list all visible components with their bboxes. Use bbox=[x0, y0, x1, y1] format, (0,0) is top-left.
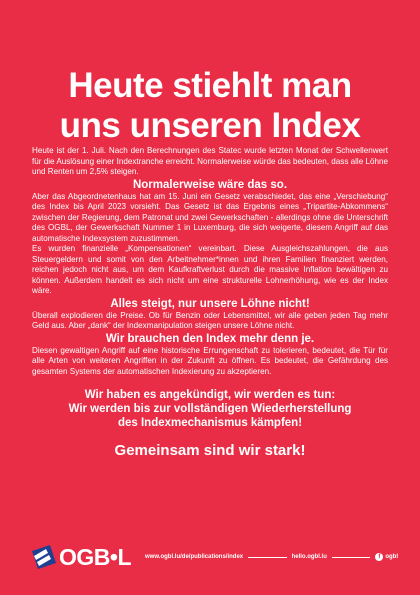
section-1-title: Normalerweise wäre das so. bbox=[132, 178, 288, 191]
closing-statement bbox=[32, 388, 388, 430]
intro-paragraph: Heute ist der 1. Juli. Nach den Berechnungen des Statec wurde letzten Monat der Schwellenwert für die Auslösung einer Indextranche erreicht. Normalerweise würde das bedeuten, dass alle Löhne und Renten um 2,5% steigen. bbox=[32, 146, 388, 176]
closing-line-1: Wir haben es angekündigt, wir werden es tun: bbox=[84, 389, 336, 401]
facebook-link[interactable] bbox=[375, 553, 398, 561]
section-2-title: Alles steigt, nur unsere Löhne nicht! bbox=[110, 297, 310, 310]
closing-line-3: des Indexmechanismus kämpfen! bbox=[117, 417, 303, 429]
section-3-paragraph: Diesen gewaltigen Angriff auf eine historische Errungenschaft zu tolerieren, bedeutet, die Tür für alle Arten von weiteren Angriffen in der Zukunft zu öffnen. Es bedeutet, die Gefährdung des gesamten Systems der automatischen Indexierung zu akzeptieren. bbox=[32, 345, 388, 376]
footer-divider bbox=[248, 557, 286, 558]
headline bbox=[32, 0, 388, 146]
footer-links bbox=[145, 553, 398, 561]
facebook-handle: ogbl bbox=[385, 554, 398, 560]
section-1-paragraph-2: Es wurden finanzielle „Kompensationen“ vereinbart. Diese Ausgleichszahlungen, die aus Steuergeldern und somit von den Arbeitnehmer*innen und ihren Familien finanziert werden, reichen jedoch nicht aus, um dem Kaufkraftverlust durch die massive Inflation bewältigen zu können. Außerdem handelt es sich nicht um eine strukturelle Lohnerhöhung, wie es der Index wäre. bbox=[32, 244, 388, 295]
logo-text-part-1: OGB bbox=[59, 543, 110, 570]
slogan: Gemeinsam sind wir stark! bbox=[114, 442, 306, 459]
footer bbox=[32, 544, 398, 570]
ogbl-logo bbox=[32, 544, 131, 571]
footer-divider bbox=[332, 557, 370, 558]
logo-dot: • bbox=[109, 543, 118, 570]
email-link[interactable]: hello.ogbl.lu bbox=[291, 554, 327, 560]
publications-link[interactable]: www.ogbl.lu/de/publications/index bbox=[145, 554, 244, 560]
section-3-title: Wir brauchen den Index mehr denn je. bbox=[105, 332, 315, 345]
headline-line-1: Heute stiehlt man bbox=[68, 66, 352, 105]
ogbl-logo-icon bbox=[32, 545, 56, 569]
section-2-paragraph: Überall explodieren die Preise. Ob für Benzin oder Lebensmittel, wir alle geben jeden Tag mehr Geld aus. Aber „dank“ der Indexmanipulation steigen unsere Löhne nicht. bbox=[32, 310, 388, 330]
facebook-icon: f bbox=[375, 553, 383, 561]
section-1-paragraph-1: Aber das Abgeordnetenhaus hat am 15. Juni ein Gesetz verabschiedet, das eine „Verschiebung“ des Index bis April 2023 vorsieht. Das Gesetz ist das Ergebnis eines „Tripartite-Abkommens“ zwischen der Regierung, dem Patronat und zwei Gewerkschaften - allerdings ohne die Unterschrift des OGBL, der Gewerkschaft Nummer 1 in Luxemburg, die sich weigerte, diesem Angriff auf das automatische Indexsystem zuzustimmen. bbox=[32, 191, 388, 243]
headline-line-2: uns unseren Index bbox=[59, 106, 361, 145]
ogbl-logo-text bbox=[59, 544, 131, 571]
logo-text-part-2: L bbox=[117, 543, 132, 570]
closing-line-2: Wir werden bis zur vollständigen Wiederherstellung bbox=[68, 403, 352, 415]
